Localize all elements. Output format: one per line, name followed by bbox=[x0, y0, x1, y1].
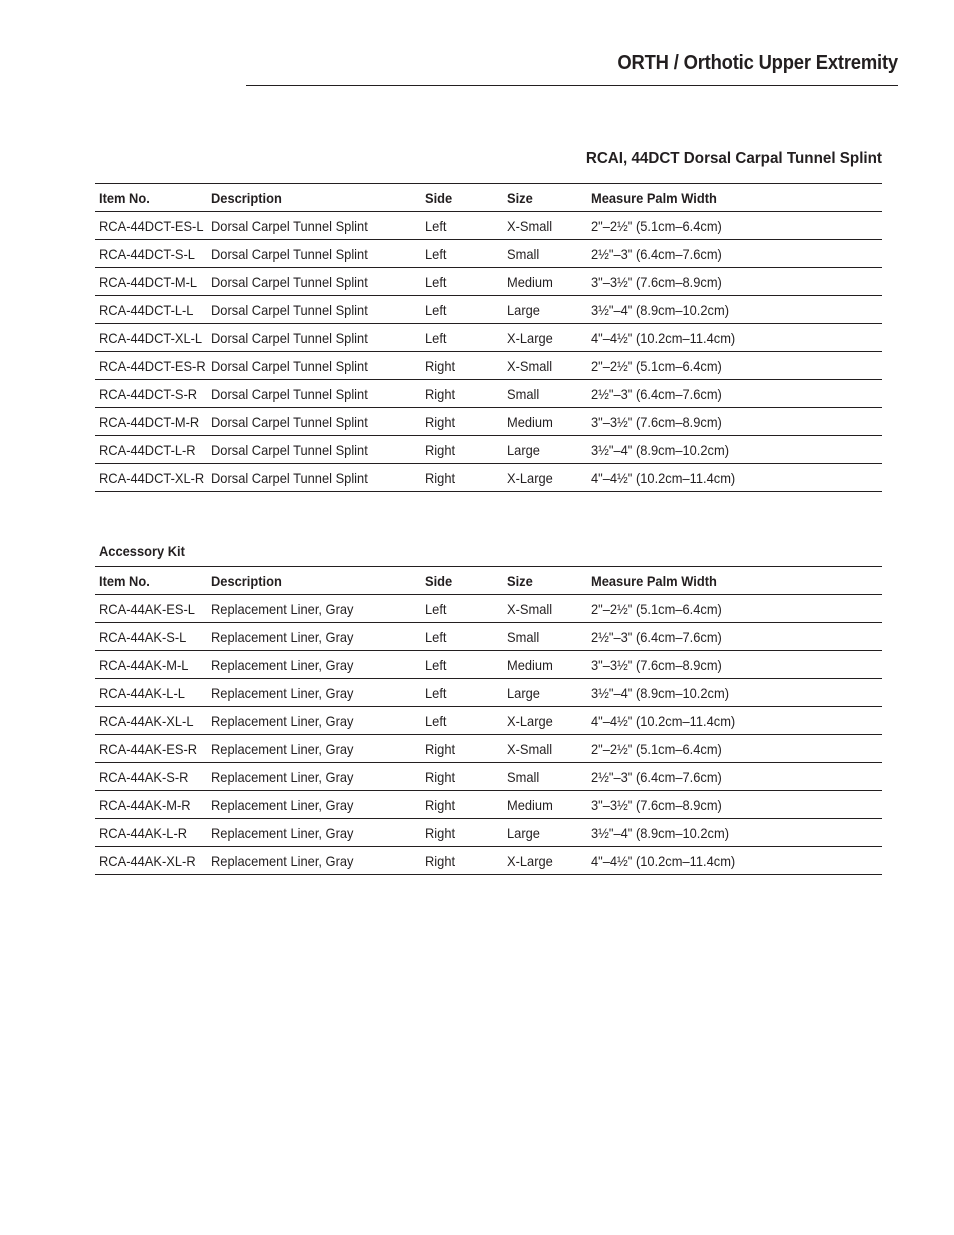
cell-measure-palm-width: 4"–4½" (10.2cm–11.4cm) bbox=[587, 707, 882, 735]
table-row bbox=[95, 352, 882, 380]
section-title: RCAI, 44DCT Dorsal Carpal Tunnel Splint bbox=[585, 150, 882, 167]
cell-description: Replacement Liner, Gray bbox=[207, 679, 421, 707]
column-header-size: Size bbox=[503, 567, 587, 595]
cell-item-no: RCA-44DCT-ES-L bbox=[95, 212, 207, 240]
table-row bbox=[95, 819, 882, 847]
cell-description: Replacement Liner, Gray bbox=[207, 847, 421, 875]
page-title: ORTH / Orthotic Upper Extremity bbox=[617, 52, 898, 74]
cell-description: Replacement Liner, Gray bbox=[207, 763, 421, 791]
column-header-description: Description bbox=[207, 184, 421, 212]
cell-measure-palm-width: 3½"–4" (8.9cm–10.2cm) bbox=[587, 679, 882, 707]
cell-measure-palm-width: 3½"–4" (8.9cm–10.2cm) bbox=[587, 819, 882, 847]
cell-item-no: RCA-44AK-L-R bbox=[95, 819, 207, 847]
cell-measure-palm-width: 3"–3½" (7.6cm–8.9cm) bbox=[587, 651, 882, 679]
cell-side: Left bbox=[421, 679, 503, 707]
cell-description: Replacement Liner, Gray bbox=[207, 819, 421, 847]
cell-size: X-Large bbox=[503, 707, 587, 735]
cell-side: Left bbox=[421, 651, 503, 679]
cell-item-no: RCA-44AK-L-L bbox=[95, 679, 207, 707]
cell-description: Dorsal Carpel Tunnel Splint bbox=[207, 380, 421, 408]
table-row bbox=[95, 240, 882, 268]
cell-measure-palm-width: 3½"–4" (8.9cm–10.2cm) bbox=[587, 436, 882, 464]
table-header-row bbox=[95, 567, 882, 595]
cell-item-no: RCA-44DCT-S-L bbox=[95, 240, 207, 268]
cell-side: Right bbox=[421, 763, 503, 791]
cell-measure-palm-width: 3½"–4" (8.9cm–10.2cm) bbox=[587, 296, 882, 324]
table-row bbox=[95, 735, 882, 763]
cell-description: Dorsal Carpel Tunnel Splint bbox=[207, 240, 421, 268]
table-row bbox=[95, 268, 882, 296]
table-row bbox=[95, 847, 882, 875]
cell-measure-palm-width: 2"–2½" (5.1cm–6.4cm) bbox=[587, 595, 882, 623]
cell-description: Replacement Liner, Gray bbox=[207, 623, 421, 651]
cell-description: Dorsal Carpel Tunnel Splint bbox=[207, 324, 421, 352]
cell-item-no: RCA-44DCT-L-R bbox=[95, 436, 207, 464]
column-header-side: Side bbox=[421, 184, 503, 212]
cell-item-no: RCA-44AK-ES-L bbox=[95, 595, 207, 623]
cell-size: Small bbox=[503, 380, 587, 408]
cell-side: Right bbox=[421, 819, 503, 847]
cell-description: Replacement Liner, Gray bbox=[207, 735, 421, 763]
column-header-item-no: Item No. bbox=[95, 184, 207, 212]
column-header-measure-palm-width: Measure Palm Width bbox=[587, 184, 882, 212]
page-header bbox=[246, 50, 898, 86]
table-row bbox=[95, 651, 882, 679]
cell-item-no: RCA-44AK-S-L bbox=[95, 623, 207, 651]
cell-item-no: RCA-44AK-XL-L bbox=[95, 707, 207, 735]
cell-measure-palm-width: 2"–2½" (5.1cm–6.4cm) bbox=[587, 352, 882, 380]
table-row bbox=[95, 464, 882, 492]
table-row bbox=[95, 296, 882, 324]
cell-size: Large bbox=[503, 296, 587, 324]
table-row bbox=[95, 212, 882, 240]
cell-side: Left bbox=[421, 240, 503, 268]
cell-side: Right bbox=[421, 380, 503, 408]
cell-measure-palm-width: 2½"–3" (6.4cm–7.6cm) bbox=[587, 623, 882, 651]
table-row bbox=[95, 408, 882, 436]
cell-size: X-Small bbox=[503, 595, 587, 623]
cell-side: Right bbox=[421, 791, 503, 819]
cell-size: Small bbox=[503, 623, 587, 651]
cell-measure-palm-width: 2½"–3" (6.4cm–7.6cm) bbox=[587, 763, 882, 791]
table-row bbox=[95, 707, 882, 735]
cell-measure-palm-width: 3"–3½" (7.6cm–8.9cm) bbox=[587, 408, 882, 436]
cell-size: Medium bbox=[503, 408, 587, 436]
cell-item-no: RCA-44DCT-XL-R bbox=[95, 464, 207, 492]
cell-measure-palm-width: 2½"–3" (6.4cm–7.6cm) bbox=[587, 240, 882, 268]
column-header-size: Size bbox=[503, 184, 587, 212]
cell-measure-palm-width: 2"–2½" (5.1cm–6.4cm) bbox=[587, 735, 882, 763]
cell-size: Small bbox=[503, 763, 587, 791]
column-header-description: Description bbox=[207, 567, 421, 595]
cell-size: X-Small bbox=[503, 212, 587, 240]
cell-measure-palm-width: 3"–3½" (7.6cm–8.9cm) bbox=[587, 791, 882, 819]
cell-description: Dorsal Carpel Tunnel Splint bbox=[207, 464, 421, 492]
cell-side: Left bbox=[421, 623, 503, 651]
cell-size: Medium bbox=[503, 268, 587, 296]
cell-description: Replacement Liner, Gray bbox=[207, 651, 421, 679]
cell-side: Right bbox=[421, 352, 503, 380]
cell-size: X-Large bbox=[503, 324, 587, 352]
cell-side: Left bbox=[421, 212, 503, 240]
cell-side: Left bbox=[421, 296, 503, 324]
cell-measure-palm-width: 3"–3½" (7.6cm–8.9cm) bbox=[587, 268, 882, 296]
column-header-side: Side bbox=[421, 567, 503, 595]
cell-description: Dorsal Carpel Tunnel Splint bbox=[207, 408, 421, 436]
cell-side: Left bbox=[421, 707, 503, 735]
cell-description: Replacement Liner, Gray bbox=[207, 791, 421, 819]
table-row bbox=[95, 324, 882, 352]
table-row bbox=[95, 679, 882, 707]
cell-measure-palm-width: 4"–4½" (10.2cm–11.4cm) bbox=[587, 847, 882, 875]
cell-side: Left bbox=[421, 595, 503, 623]
cell-description: Replacement Liner, Gray bbox=[207, 595, 421, 623]
cell-side: Left bbox=[421, 324, 503, 352]
splint-table bbox=[95, 183, 882, 492]
cell-size: X-Large bbox=[503, 464, 587, 492]
cell-description: Dorsal Carpel Tunnel Splint bbox=[207, 296, 421, 324]
cell-size: X-Small bbox=[503, 735, 587, 763]
cell-size: Medium bbox=[503, 791, 587, 819]
cell-side: Right bbox=[421, 436, 503, 464]
table-header-row bbox=[95, 184, 882, 212]
cell-size: Large bbox=[503, 679, 587, 707]
cell-side: Right bbox=[421, 735, 503, 763]
column-header-item-no: Item No. bbox=[95, 567, 207, 595]
cell-item-no: RCA-44AK-S-R bbox=[95, 763, 207, 791]
cell-size: X-Large bbox=[503, 847, 587, 875]
cell-measure-palm-width: 2½"–3" (6.4cm–7.6cm) bbox=[587, 380, 882, 408]
cell-item-no: RCA-44AK-M-R bbox=[95, 791, 207, 819]
cell-item-no: RCA-44DCT-S-R bbox=[95, 380, 207, 408]
cell-size: Large bbox=[503, 819, 587, 847]
cell-side: Left bbox=[421, 268, 503, 296]
cell-description: Dorsal Carpel Tunnel Splint bbox=[207, 352, 421, 380]
table-row bbox=[95, 623, 882, 651]
cell-side: Right bbox=[421, 464, 503, 492]
cell-description: Dorsal Carpel Tunnel Splint bbox=[207, 436, 421, 464]
table-row bbox=[95, 380, 882, 408]
cell-item-no: RCA-44AK-XL-R bbox=[95, 847, 207, 875]
cell-size: X-Small bbox=[503, 352, 587, 380]
cell-measure-palm-width: 4"–4½" (10.2cm–11.4cm) bbox=[587, 464, 882, 492]
cell-item-no: RCA-44DCT-ES-R bbox=[95, 352, 207, 380]
table-row bbox=[95, 763, 882, 791]
accessory-kit-table-body bbox=[95, 595, 882, 875]
column-header-measure-palm-width: Measure Palm Width bbox=[587, 567, 882, 595]
cell-description: Dorsal Carpel Tunnel Splint bbox=[207, 212, 421, 240]
cell-description: Replacement Liner, Gray bbox=[207, 707, 421, 735]
cell-item-no: RCA-44AK-M-L bbox=[95, 651, 207, 679]
accessory-kit-title: Accessory Kit bbox=[99, 543, 185, 559]
cell-item-no: RCA-44DCT-XL-L bbox=[95, 324, 207, 352]
cell-size: Small bbox=[503, 240, 587, 268]
cell-size: Medium bbox=[503, 651, 587, 679]
table-row bbox=[95, 595, 882, 623]
cell-size: Large bbox=[503, 436, 587, 464]
cell-item-no: RCA-44AK-ES-R bbox=[95, 735, 207, 763]
table-row bbox=[95, 436, 882, 464]
cell-side: Right bbox=[421, 847, 503, 875]
cell-measure-palm-width: 2"–2½" (5.1cm–6.4cm) bbox=[587, 212, 882, 240]
cell-side: Right bbox=[421, 408, 503, 436]
splint-table-body bbox=[95, 212, 882, 492]
cell-item-no: RCA-44DCT-M-L bbox=[95, 268, 207, 296]
cell-item-no: RCA-44DCT-M-R bbox=[95, 408, 207, 436]
accessory-kit-table bbox=[95, 566, 882, 875]
cell-description: Dorsal Carpel Tunnel Splint bbox=[207, 268, 421, 296]
cell-measure-palm-width: 4"–4½" (10.2cm–11.4cm) bbox=[587, 324, 882, 352]
table-row bbox=[95, 791, 882, 819]
cell-item-no: RCA-44DCT-L-L bbox=[95, 296, 207, 324]
